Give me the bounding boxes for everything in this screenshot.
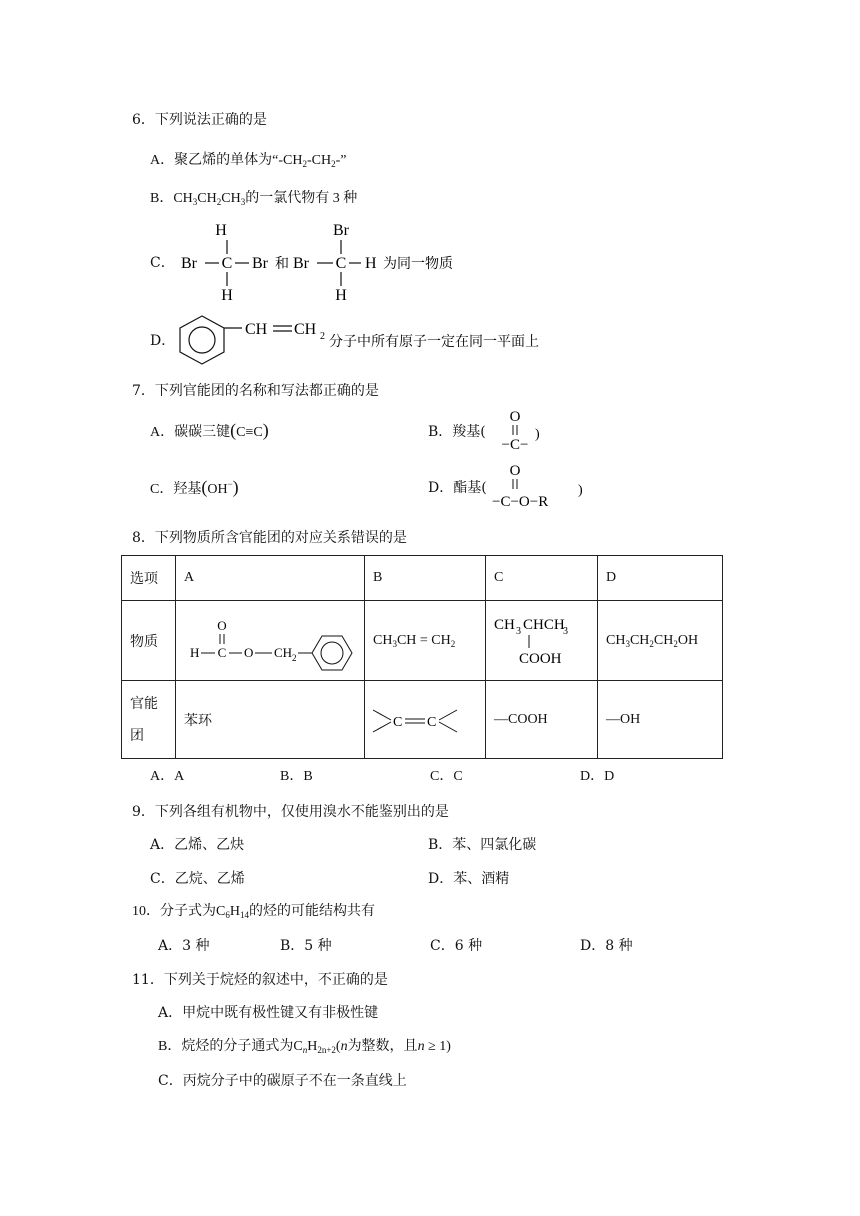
c1-bottom-h: H: [221, 287, 233, 304]
q6-stem: 6．下列说法正确的是: [132, 112, 267, 128]
q8-option-a: A．A: [150, 769, 185, 784]
svg-text:O: O: [217, 617, 227, 633]
c1-center-c: C: [221, 255, 233, 272]
styrene-ch2: CH: [294, 321, 317, 338]
q8-c-group: —COOH: [486, 681, 598, 759]
styrene-sub: 2: [320, 331, 325, 342]
q9-option-c: C．乙烷、乙烯: [150, 871, 245, 887]
q7-option-b-label: B．羧基(: [428, 424, 486, 440]
svg-text:3: 3: [516, 625, 521, 637]
q8-header-row: [122, 556, 723, 601]
q8-stem: 8．下列物质所含官能团的对应关系错误的是: [132, 530, 407, 546]
q7-option-d-label: D．酯基(: [428, 480, 487, 496]
q10-option-a: A．3 种: [158, 938, 210, 954]
q6-c-tail: 为同一物质: [383, 257, 453, 272]
q8-substance-label: 物质: [122, 601, 176, 681]
q11-option-c: C．丙烷分子中的碳原子不在一条直线上: [158, 1073, 407, 1089]
q8-option-b: B．B: [280, 769, 313, 784]
svg-text:O: O: [509, 409, 521, 425]
svg-text:CHCH: CHCH: [523, 616, 565, 633]
svg-text:−C−: −C−: [501, 437, 529, 453]
q11-option-a: A．甲烷中既有极性键又有非极性键: [158, 1005, 379, 1021]
q6-option-d-styrene: [178, 312, 578, 372]
q8-a-substance: [176, 601, 365, 681]
q8-group-label: 官能 团: [122, 681, 176, 759]
q11-option-b: B．烷烃的分子通式为$C_nH_{2n+2}(n$为整数，且n ≥ 1): [158, 1039, 451, 1055]
q6-option-b: B．$CH_3CH_2CH_3$的一氯代物有 3 种: [150, 191, 358, 207]
svg-text:C: C: [393, 714, 403, 730]
q6-option-d-label: D．: [150, 333, 176, 349]
q8-header-b: B: [365, 556, 486, 601]
q8-b-substance: $CH_3CH = CH_2$: [365, 601, 486, 681]
svg-text:O: O: [509, 463, 521, 479]
svg-text:C: C: [427, 714, 437, 730]
q6-d-tail: 分子中所有原子一定在同一平面上: [329, 335, 539, 350]
q8-d-group: —OH: [598, 681, 723, 759]
q7-option-b-formula: [488, 406, 548, 453]
q7-option-c: C．羟基(OH−): [150, 477, 239, 497]
q8-group-row: [122, 681, 723, 759]
svg-text:O: O: [244, 644, 254, 660]
c2-left-br: Br: [293, 255, 309, 272]
q8-header-c: C: [486, 556, 598, 601]
q9-option-b: B．苯、四氯化碳: [428, 837, 537, 853]
q7-stem: 7．下列官能团的名称和写法都正确的是: [132, 383, 379, 399]
q8-header-option: 选项: [122, 556, 176, 601]
svg-text:COOH: COOH: [519, 650, 562, 667]
svg-text:CH: CH: [494, 616, 515, 633]
svg-text:C: C: [217, 644, 227, 660]
and-text: 和: [275, 257, 289, 272]
q10-stem: 10．分子式为$C_6H_{14}$的烃的可能结构共有: [132, 904, 375, 920]
q7-option-d-formula: [488, 460, 598, 510]
q8-table: [121, 555, 723, 759]
svg-text:H: H: [190, 644, 200, 660]
q9-stem: 9．下列各组有机物中，仅使用溴水不能鉴别出的是: [132, 804, 449, 820]
styrene-ch: CH: [245, 321, 268, 338]
c2-bottom-h: H: [335, 287, 347, 304]
q8-header-d: D: [598, 556, 723, 601]
q6-option-c-structures: [175, 218, 475, 306]
c1-top-h: H: [215, 222, 227, 239]
svg-text:2: 2: [292, 652, 297, 663]
q8-d-substance: $CH_3CH_2CH_2OH$: [598, 601, 723, 681]
c2-top-br: Br: [333, 222, 349, 239]
q8-b-group: [365, 681, 486, 759]
c1-left-br: Br: [181, 255, 197, 272]
q6-option-c-label: C．: [150, 255, 175, 271]
q7-option-a: A．碳碳三键(C≡C): [150, 420, 269, 440]
q8-substance-row: [122, 601, 723, 681]
q8-c-substance: [486, 601, 598, 681]
svg-text:−C−O−R: −C−O−R: [492, 494, 549, 510]
svg-text:): ): [535, 427, 540, 442]
q8-option-c: C．C: [430, 769, 463, 784]
q10-option-d: D．8 种: [580, 938, 633, 954]
c2-right-h: H: [365, 255, 377, 272]
q9-option-d: D．苯、酒精: [428, 871, 510, 887]
q8-a-group: 苯环: [176, 681, 365, 759]
q6-option-a: A．聚乙烯的单体为“$-CH_2-CH_2-$”: [150, 153, 347, 169]
q8-header-a: A: [176, 556, 365, 601]
c1-right-br: Br: [252, 255, 268, 272]
svg-text:3: 3: [563, 625, 568, 637]
q10-option-b: B．5 种: [280, 938, 332, 954]
q9-option-a: A．乙烯、乙炔: [150, 837, 245, 853]
c2-center-c: C: [335, 255, 347, 272]
q8-option-d: D．D: [580, 769, 615, 784]
svg-text:): ): [578, 483, 583, 498]
q10-option-c: C．6 种: [430, 938, 483, 954]
q11-stem: 11．下列关于烷烃的叙述中，不正确的是: [132, 972, 388, 988]
svg-text:CH: CH: [274, 644, 293, 660]
